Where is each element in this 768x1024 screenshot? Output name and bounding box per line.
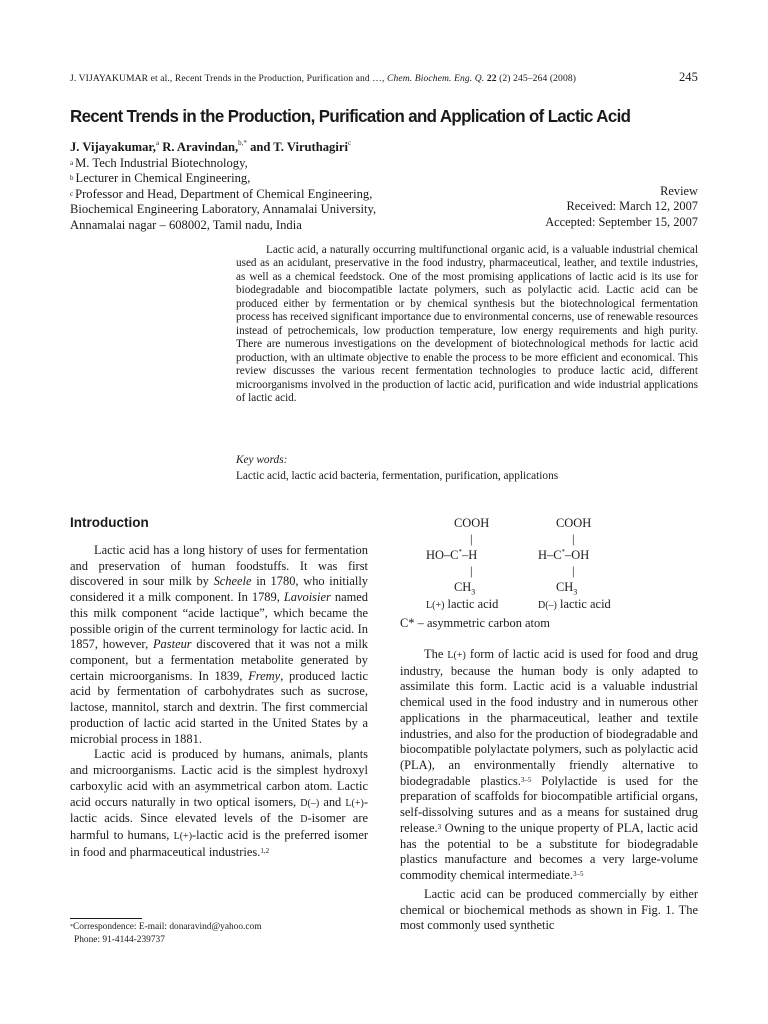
affiliation-line: $^b$ Lecturer in Chemical Engineering, bbox=[70, 171, 251, 186]
page-number: 245 bbox=[678, 70, 698, 84]
running-header bbox=[70, 70, 698, 84]
footnote-rule bbox=[70, 918, 142, 919]
paper-title: Recent Trends in the Production, Purification and Application of Lactic Acid bbox=[70, 106, 631, 126]
keywords-label: Key words: bbox=[236, 454, 288, 466]
correspondence-phone: Phone: 91-4144-239737 bbox=[74, 934, 165, 945]
l-structure-center: HO–C*–H bbox=[426, 548, 478, 562]
affiliation-line: Annamalai nagar – 608002, Tamil nadu, India bbox=[70, 217, 302, 232]
l-structure-bond: | bbox=[470, 532, 473, 546]
right-paragraph-2: Lactic acid can be produced commercially by either chemical or biochemical methods as shown in Fig. 1. The most commonly used synthetic bbox=[400, 886, 698, 933]
intro-paragraph-1: Lactic acid has a long history of uses for fermentation and preservation of human foodstuffs. It was first discovered in sour milk by Scheele in 1780, who initially considered it a milk component. In 1789, Lavoisier named this milk component “acide lactique”, which became the possible origin of the current terminology for lactic acid. In 1857, however, Pasteur discovered that it was not a milk component, but a fermentation metabolite generated by certain microorganisms. In 1839, Fremy, produced lactic acid by fermentation of carbohydrates such as sucrose, lactose, mannitol, starch and dextrin. The first commercial production of lactic acid started in the United States by a microbial process in 1881. bbox=[70, 543, 368, 746]
article-type: Review bbox=[660, 184, 698, 198]
author-3-affil-mark: c bbox=[347, 139, 352, 147]
d-structure-center: H–C*–OH bbox=[538, 548, 590, 562]
affiliations bbox=[70, 156, 376, 233]
author-1-affil-mark: a bbox=[155, 139, 160, 147]
review-info bbox=[545, 184, 698, 230]
d-structure-ch3: $CH_3$ bbox=[556, 580, 578, 597]
author-2-affil-mark: b,* bbox=[238, 139, 247, 147]
author-3: and T. Viruthagiri bbox=[250, 140, 348, 154]
d-lactic-acid-label: D(–) lactic acid bbox=[538, 597, 611, 611]
right-column bbox=[400, 647, 698, 934]
l-lactic-acid-label: L(+) lactic acid bbox=[426, 597, 499, 611]
structure-caption: C* – asymmetric carbon atom bbox=[400, 616, 550, 630]
author-2: R. Aravindan, bbox=[162, 140, 239, 154]
correspondence-email: Correspondence: E-mail: donaravind@yahoo.com bbox=[73, 922, 262, 932]
journal-issue-pages: (2) 245–264 (2008) bbox=[499, 73, 577, 84]
introduction-heading: Introduction bbox=[70, 515, 149, 530]
d-structure-bond: | bbox=[572, 532, 575, 546]
affiliation-line: $^a$ M. Tech Industrial Biotechnology, bbox=[70, 156, 248, 170]
author-list bbox=[70, 140, 351, 155]
l-structure-ch3: $CH_3$ bbox=[454, 580, 476, 597]
accepted-date: Accepted: September 15, 2007 bbox=[545, 214, 698, 229]
l-structure-cooh: COOH bbox=[454, 516, 490, 530]
l-structure-bond2: | bbox=[470, 564, 473, 578]
journal-volume: 22 bbox=[486, 73, 497, 84]
correspondence-footnote: *Correspondence: E-mail: donaravind@yahoo.com Phone: 91-4144-239737 bbox=[70, 922, 262, 945]
running-head-text: J. VIJAYAKUMAR et al., Recent Trends in the Production, Purification and …, bbox=[70, 73, 385, 84]
journal-name: Chem. Biochem. Eng. Q. bbox=[386, 73, 485, 84]
intro-paragraph-2: Lactic acid is produced by humans, animals, plants and microorganisms. Lactic acid is the simplest hydroxyl carboxylic acid with an asymmetrical carbon atom. Lactic acid occurs naturally in two optical isomers, D(–) and L(+)-lactic acids. Since elevated levels of the D-isomer are harmful to humans, L(+)-lactic acid is the preferred isomer in food and pharmaceutical industries.$^{1,2}$ bbox=[70, 747, 368, 859]
abstract: Lactic acid, a naturally occurring multifunctional organic acid, is a valuable industrial chemical used as an acidulant, preservative in the food industry, pharmaceutical, leather, and textile industries, as well as a chemical feedstock. One of the most promising applications of lactic acid is its use for biodegradable and biocompatible lactate polymers, such as polylactic acid. Lactic acid can be produced either by fermentation or by chemical synthesis but the biotechnological fermentation process has received significant importance due to environmental concerns, use of renewable resources instead of petrochemicals, low production temperature, low energy requirements and high purity. There are numerous investigations on the development of biotechnological methods for lactic acid production, with an ultimate objective to enable the process to be more efficient and economical. This review discusses the various recent fermentation technologies to produce lactic acid, different microorganisms involved in the production of lactic acid, purification and wide industrial applications of lactic acid. bbox=[236, 244, 698, 404]
affiliation-line: $^c$ Professor and Head, Department of Chemical Engineering, bbox=[70, 186, 373, 201]
d-structure-bond2: | bbox=[572, 564, 575, 578]
d-structure-cooh: COOH bbox=[556, 516, 592, 530]
affiliation-line: Biochemical Engineering Laboratory, Annamalai University, bbox=[70, 202, 377, 217]
author-1: J. Vijayakumar, bbox=[70, 140, 156, 154]
left-column bbox=[70, 543, 368, 860]
lactic-acid-structures bbox=[396, 514, 706, 634]
received-date: Received: March 12, 2007 bbox=[566, 199, 698, 214]
keywords-text: Lactic acid, lactic acid bacteria, fermentation, purification, applications bbox=[236, 470, 559, 482]
right-paragraph-1: The L(+) form of lactic acid is used for food and drug industry, because the human body is only adapted to assimilate this form. Lactic acid is a valuable industrial chemical used in the food industry and in numerous other applications in the pharmaceutical, leather and textile industries, and also for the production of biodegradable and biocompatible polylactate polymers, such as polylactic acid (PLA), an environmentally friendly alternative to biodegradable plastics.$^{3-5}$ Polylactide is used for the preparation of scaffolds for biocompatible artificial organs, self-dissolving sutures and as a means for sustained drug release.$^3$ Owning to the unique property of PLA, lactic acid has the potential to be a substitute for biodegradable plastics manufacture and becomes a very large-volume commodity chemical intermediate.$^{3-5}$ bbox=[400, 647, 698, 883]
